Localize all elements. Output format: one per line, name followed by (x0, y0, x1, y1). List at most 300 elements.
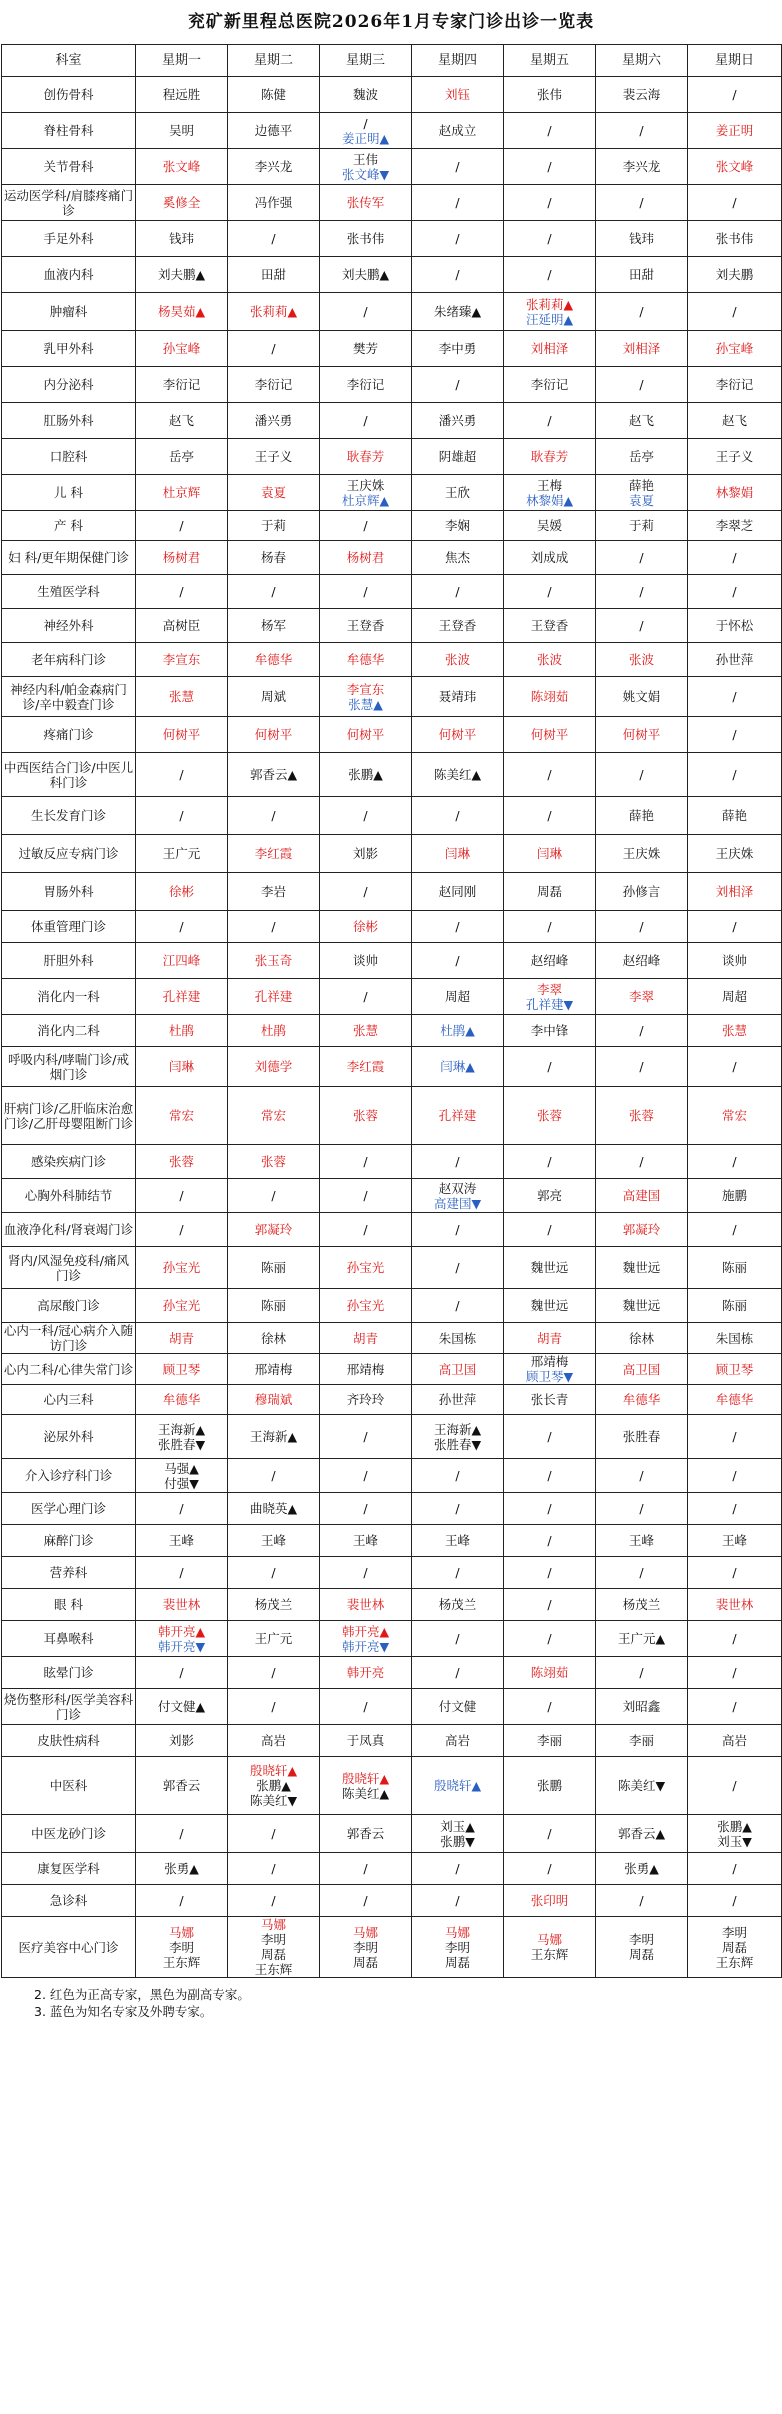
doctor-name: 张鹏▲ (717, 1818, 752, 1834)
schedule-cell (228, 677, 320, 717)
schedule-cell (688, 1145, 782, 1179)
doctor-name: 于莉 (260, 518, 286, 533)
doctor-name: 杨春 (260, 550, 286, 565)
doctor-name: / (639, 123, 644, 138)
schedule-cell (596, 1087, 688, 1145)
doctor-name: / (179, 518, 184, 533)
schedule-cell (136, 541, 228, 575)
doctor-name: 冯作强 (254, 195, 293, 210)
schedule-cell (136, 1247, 228, 1289)
dept-name: 脊柱骨科 (2, 113, 136, 149)
doctor-name: 王梅 (536, 477, 562, 493)
dept-name: 中西医结合门诊/中医儿科门诊 (2, 753, 136, 797)
doctor-name: 高卫国 (438, 1361, 477, 1377)
note-blue: 3. 蓝色为知名专家及外聘专家。 (34, 2004, 213, 2019)
table-row (2, 1385, 782, 1415)
schedule-cell (504, 1917, 596, 1978)
doctor-name: 牟德华 (622, 1392, 661, 1407)
schedule-cell (320, 1689, 412, 1725)
schedule-cell (504, 797, 596, 835)
dept-name: 体重管理门诊 (2, 911, 136, 943)
doctor-name: / (732, 550, 737, 565)
schedule-cell (136, 1725, 228, 1757)
schedule-cell (320, 979, 412, 1015)
dept-name: 心内一科/冠心病介入随访门诊 (2, 1323, 136, 1354)
schedule-cell (688, 77, 782, 113)
doctor-name: 赵飞 (721, 413, 747, 428)
doctor-name: / (547, 1597, 552, 1612)
schedule-cell (412, 1179, 504, 1213)
doctor-name: 裴世林 (346, 1597, 385, 1612)
schedule-cell (688, 541, 782, 575)
schedule-cell (320, 185, 412, 221)
schedule-cell (228, 1385, 320, 1415)
dept-name: 急诊科 (2, 1885, 136, 1917)
doctor-name: 陈翊茹 (530, 1665, 569, 1680)
schedule-cell (136, 1289, 228, 1323)
schedule-cell (596, 1179, 688, 1213)
schedule-cell (596, 511, 688, 541)
doctor-name: / (363, 1699, 368, 1714)
doctor-name: / (271, 1565, 276, 1580)
schedule-cell (688, 835, 782, 873)
dept-name: 肿瘤科 (2, 293, 136, 331)
doctor-name: / (547, 231, 552, 246)
doctor-name: 杜京辉▲ (341, 492, 390, 508)
schedule-cell (412, 541, 504, 575)
schedule-cell (320, 149, 412, 185)
schedule-cell (136, 911, 228, 943)
doctor-name: 马强▲ (164, 1460, 199, 1476)
dept-name: 肝胆外科 (2, 943, 136, 979)
schedule-cell (504, 403, 596, 439)
schedule-cell (320, 1213, 412, 1247)
doctor-name: 王东辉 (715, 1954, 754, 1970)
schedule-cell (136, 439, 228, 475)
schedule-cell (504, 1145, 596, 1179)
schedule-cell (504, 575, 596, 609)
doctor-name: 韩开亮▲ (341, 1623, 390, 1639)
doctor-name: 徐林 (260, 1330, 286, 1346)
schedule-cell (596, 979, 688, 1015)
doctor-name: 杨茂兰 (254, 1597, 293, 1612)
schedule-cell (228, 1757, 320, 1815)
table-row (2, 367, 782, 403)
doctor-name: 曲晓英▲ (249, 1501, 298, 1516)
schedule-cell (596, 1885, 688, 1917)
doctor-name: 张鹏▼ (440, 1833, 475, 1849)
schedule-cell (504, 1179, 596, 1213)
schedule-cell (504, 1493, 596, 1525)
schedule-cell (136, 1087, 228, 1145)
doctor-name: 张文峰 (162, 159, 201, 174)
table-row (2, 1459, 782, 1493)
schedule-cell (320, 1621, 412, 1657)
schedule-cell (228, 77, 320, 113)
dept-name: 神经内科/帕金森病门诊/辛中毅查门诊 (2, 677, 136, 717)
table-row (2, 575, 782, 609)
doctor-name: 李娴 (444, 518, 470, 533)
schedule-cell (320, 1179, 412, 1213)
doctor-name: 周超 (444, 989, 470, 1004)
doctor-name: / (547, 1154, 552, 1169)
schedule-cell (412, 257, 504, 293)
doctor-name: / (179, 767, 184, 782)
doctor-name: / (732, 1222, 737, 1237)
schedule-cell (688, 1247, 782, 1289)
schedule-cell (320, 1725, 412, 1757)
schedule-cell (596, 1213, 688, 1247)
schedule-cell (504, 257, 596, 293)
doctor-name: 潘兴勇 (438, 413, 477, 428)
schedule-table (1, 44, 782, 1978)
doctor-name: 顾卫琴 (162, 1361, 201, 1377)
schedule-cell (228, 149, 320, 185)
schedule-cell (688, 511, 782, 541)
schedule-cell (596, 717, 688, 753)
schedule-cell (688, 1757, 782, 1815)
doctor-name: 李明 (444, 1939, 470, 1955)
dept-name: 康复医学科 (2, 1853, 136, 1885)
schedule-cell (504, 1815, 596, 1853)
doctor-name: 袁夏 (260, 485, 286, 500)
table-row (2, 1621, 782, 1657)
schedule-cell (596, 1725, 688, 1757)
doctor-name: 李红霞 (254, 846, 293, 861)
schedule-cell (596, 293, 688, 331)
schedule-cell (136, 873, 228, 911)
schedule-cell (688, 797, 782, 835)
schedule-cell (136, 1621, 228, 1657)
doctor-name: / (455, 1298, 460, 1313)
dept-name: 心胸外科肺结节 (2, 1179, 136, 1213)
doctor-name: 韩开亮 (346, 1665, 385, 1680)
doctor-name: 王峰 (352, 1533, 378, 1548)
schedule-cell (136, 1815, 228, 1853)
doctor-name: 王海新▲ (157, 1421, 206, 1437)
doctor-name: 郭香云▲ (617, 1826, 666, 1841)
schedule-cell (228, 367, 320, 403)
schedule-cell (504, 1557, 596, 1589)
schedule-cell (320, 717, 412, 753)
doctor-name: / (547, 919, 552, 934)
dept-name: 内分泌科 (2, 367, 136, 403)
schedule-cell (412, 835, 504, 873)
doctor-name: 闫琳 (536, 846, 562, 861)
doctor-name: / (455, 1260, 460, 1275)
table-row (2, 1323, 782, 1354)
doctor-name: 张伟 (536, 87, 562, 102)
doctor-name: 袁夏 (628, 492, 654, 508)
doctor-name: 殷晓轩▲ (249, 1763, 298, 1778)
doctor-name: / (363, 989, 368, 1004)
table-row (2, 1493, 782, 1525)
doctor-name: / (732, 689, 737, 704)
schedule-cell (320, 221, 412, 257)
doctor-name: / (455, 1665, 460, 1680)
doctor-name: 杨昊茹▲ (157, 304, 206, 319)
schedule-cell (688, 1525, 782, 1557)
doctor-name: 胡青 (168, 1330, 194, 1346)
doctor-name: / (179, 919, 184, 934)
doctor-name: 高岩 (444, 1733, 470, 1748)
table-row (2, 185, 782, 221)
legend-notes (34, 1986, 782, 2020)
schedule-cell (228, 1289, 320, 1323)
doctor-name: 牟德华 (162, 1392, 201, 1407)
doctor-name: / (179, 1188, 184, 1203)
doctor-name: / (732, 195, 737, 210)
doctor-name: 魏世远 (622, 1298, 661, 1313)
schedule-cell (504, 1354, 596, 1385)
doctor-name: 陈健 (260, 87, 286, 102)
schedule-cell (228, 717, 320, 753)
schedule-cell (596, 1459, 688, 1493)
doctor-name: 马娜 (352, 1924, 378, 1940)
schedule-cell (596, 575, 688, 609)
doctor-name: / (547, 1468, 552, 1483)
table-row (2, 1015, 782, 1047)
doctor-name: 马娜 (444, 1924, 470, 1940)
schedule-cell (412, 1815, 504, 1853)
dept-name: 生长发育门诊 (2, 797, 136, 835)
doctor-name: 王广元▲ (617, 1631, 666, 1646)
schedule-cell (228, 1323, 320, 1354)
schedule-cell (228, 1415, 320, 1459)
doctor-name: 周磊 (721, 1939, 747, 1955)
table-row (2, 511, 782, 541)
doctor-name: 王东辉 (254, 1962, 293, 1977)
table-row (2, 979, 782, 1015)
doctor-name: 张玉奇 (254, 953, 293, 968)
schedule-cell (412, 1415, 504, 1459)
doctor-name: / (547, 1429, 552, 1444)
doctor-name: / (547, 808, 552, 823)
schedule-cell (504, 1657, 596, 1689)
doctor-name: 李明 (260, 1932, 286, 1947)
schedule-cell (596, 1354, 688, 1385)
doctor-name: / (363, 1222, 368, 1237)
doctor-name: 张鹏▲ (256, 1778, 291, 1793)
table-row (2, 753, 782, 797)
schedule-cell (320, 113, 412, 149)
schedule-cell (688, 609, 782, 643)
doctor-name: 刘玉▼ (717, 1833, 752, 1849)
doctor-name: 赵飞 (628, 413, 654, 428)
doctor-name: / (639, 550, 644, 565)
schedule-cell (688, 1917, 782, 1978)
doctor-name: 杨树君 (346, 550, 385, 565)
schedule-cell (320, 1557, 412, 1589)
doctor-name: 耿春芳 (530, 449, 569, 464)
doctor-name: / (179, 1893, 184, 1908)
doctor-name: / (547, 1631, 552, 1646)
schedule-cell (504, 873, 596, 911)
schedule-cell (596, 1145, 688, 1179)
doctor-name: / (547, 584, 552, 599)
doctor-name: 陈丽 (721, 1260, 747, 1275)
schedule-cell (228, 511, 320, 541)
schedule-cell (504, 1853, 596, 1885)
doctor-name: 张文峰▼ (341, 166, 390, 182)
schedule-cell (504, 77, 596, 113)
doctor-name: / (363, 584, 368, 599)
table-row (2, 717, 782, 753)
doctor-name: 张蓉 (536, 1108, 562, 1123)
schedule-cell (412, 221, 504, 257)
doctor-name: 陈美红▲ (341, 1785, 390, 1801)
doctor-name: / (179, 584, 184, 599)
schedule-cell (504, 1689, 596, 1725)
doctor-name: / (547, 1222, 552, 1237)
doctor-name: 孙宝峰 (162, 341, 201, 356)
doctor-name: 孔祥建 (438, 1108, 477, 1123)
schedule-cell (320, 1815, 412, 1853)
doctor-name: 胡青 (536, 1330, 562, 1346)
dept-name: 创伤骨科 (2, 77, 136, 113)
schedule-cell (136, 331, 228, 367)
doctor-name: / (547, 1059, 552, 1074)
doctor-name: 郭香云 (346, 1826, 385, 1841)
doctor-name: / (363, 1501, 368, 1516)
doctor-name: / (547, 1699, 552, 1714)
doctor-name: 邢靖梅 (254, 1361, 293, 1377)
doctor-name: / (547, 159, 552, 174)
schedule-cell (596, 185, 688, 221)
schedule-cell (320, 1415, 412, 1459)
schedule-cell (596, 403, 688, 439)
doctor-name: 张蓉 (628, 1108, 654, 1123)
schedule-cell (688, 1179, 782, 1213)
dept-name: 心内三科 (2, 1385, 136, 1415)
doctor-name: 耿春芳 (346, 449, 385, 464)
table-row (2, 113, 782, 149)
schedule-cell (136, 1525, 228, 1557)
schedule-cell (320, 873, 412, 911)
doctor-name: 何树平 (438, 727, 477, 742)
dept-name: 消化内一科 (2, 979, 136, 1015)
doctor-name: 孙世萍 (438, 1392, 477, 1407)
table-row (2, 1289, 782, 1323)
doctor-name: 姚文娟 (622, 689, 661, 704)
doctor-name: 张鹏▲ (348, 767, 383, 782)
doctor-name: 张莉莉▲ (525, 296, 574, 312)
doctor-name: / (271, 1468, 276, 1483)
schedule-cell (412, 1885, 504, 1917)
doctor-name: 李宣东 (162, 652, 201, 667)
doctor-name: 邢靖梅 (346, 1361, 385, 1377)
doctor-name: 王峰 (628, 1533, 654, 1548)
doctor-name: / (455, 231, 460, 246)
schedule-cell (228, 1885, 320, 1917)
dept-name: 老年病科门诊 (2, 643, 136, 677)
header-day: 星期六 (596, 45, 688, 77)
schedule-cell (596, 1323, 688, 1354)
doctor-name: 何树平 (530, 727, 569, 742)
doctor-name: / (363, 115, 368, 131)
schedule-cell (596, 609, 688, 643)
doctor-name: 刘相泽 (622, 341, 661, 356)
schedule-cell (412, 1145, 504, 1179)
table-row (2, 873, 782, 911)
table-row (2, 1885, 782, 1917)
dept-name: 肛肠外科 (2, 403, 136, 439)
doctor-name: / (271, 231, 276, 246)
schedule-cell (596, 943, 688, 979)
doctor-name: 闫琳 (168, 1059, 194, 1074)
schedule-cell (596, 221, 688, 257)
schedule-cell (412, 1459, 504, 1493)
schedule-cell (136, 1354, 228, 1385)
doctor-name: / (363, 304, 368, 319)
doctor-name: / (179, 1501, 184, 1516)
doctor-name: 李明 (168, 1939, 194, 1955)
doctor-name: 周磊 (536, 884, 562, 899)
doctor-name: 王伟 (352, 151, 378, 167)
header-day: 星期四 (412, 45, 504, 77)
doctor-name: 孙宝峰 (715, 341, 754, 356)
schedule-cell (320, 1885, 412, 1917)
schedule-cell (136, 835, 228, 873)
doctor-name: 李兴龙 (254, 159, 293, 174)
doctor-name: / (363, 1861, 368, 1876)
dept-name: 泌尿外科 (2, 1415, 136, 1459)
schedule-cell (228, 541, 320, 575)
doctor-name: / (271, 808, 276, 823)
schedule-cell (412, 1323, 504, 1354)
doctor-name: / (455, 953, 460, 968)
doctor-name: 孙修言 (622, 884, 661, 899)
table-row (2, 403, 782, 439)
table-row (2, 1853, 782, 1885)
schedule-cell (688, 979, 782, 1015)
schedule-cell (412, 1087, 504, 1145)
schedule-cell (596, 1689, 688, 1725)
doctor-name: 王广元 (254, 1631, 293, 1646)
schedule-cell (320, 1289, 412, 1323)
doctor-name: / (732, 727, 737, 742)
schedule-cell (596, 1415, 688, 1459)
doctor-name: 孔祥建 (162, 989, 201, 1004)
doctor-name: 裴世林 (162, 1597, 201, 1612)
schedule-cell (228, 439, 320, 475)
schedule-cell (136, 403, 228, 439)
schedule-cell (228, 1047, 320, 1087)
table-row (2, 293, 782, 331)
doctor-name: / (179, 1222, 184, 1237)
doctor-name: 张胜春 (622, 1429, 661, 1444)
doctor-name: 张蓉 (352, 1108, 378, 1123)
schedule-cell (136, 1757, 228, 1815)
schedule-cell (504, 331, 596, 367)
doctor-name: 王东辉 (530, 1947, 569, 1962)
doctor-name: 陈丽 (260, 1298, 286, 1313)
table-row (2, 1917, 782, 1978)
doctor-name: 汪延明▲ (525, 311, 574, 327)
doctor-name: 周斌 (260, 689, 286, 704)
schedule-cell (596, 1493, 688, 1525)
schedule-cell (136, 797, 228, 835)
schedule-cell (320, 1459, 412, 1493)
doctor-name: 裴云海 (622, 87, 661, 102)
doctor-name: 李衍记 (530, 377, 569, 392)
doctor-name: 魏波 (352, 87, 378, 102)
schedule-cell (688, 475, 782, 511)
doctor-name: 李兴龙 (622, 159, 661, 174)
doctor-name: 邢靖梅 (530, 1354, 569, 1369)
schedule-cell (320, 77, 412, 113)
schedule-cell (596, 77, 688, 113)
